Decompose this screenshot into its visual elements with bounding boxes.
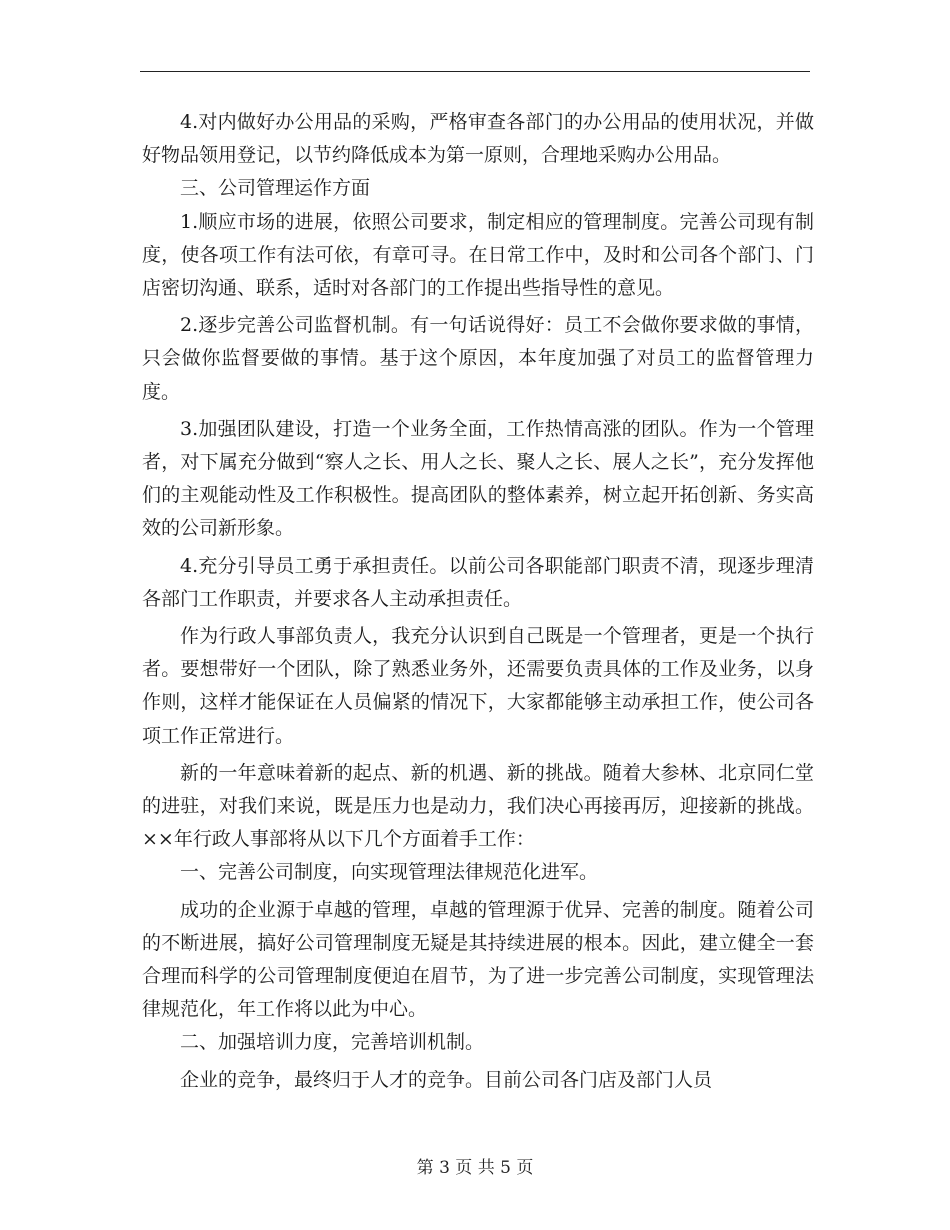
paragraph-1: 4.对内做好办公用品的采购，严格审查各部门的办公用品的使用状况，并做好物品领用登记，以节约降低成本为第一原则，合理地采购办公用品。 bbox=[142, 111, 814, 167]
paragraph-3: 1.顺应市场的进展，依照公司要求，制定相应的管理制度。完善公司现有制度，使各项工作有法可依，有章可寻。在日常工作中，及时和公司各个部门、门店密切沟通、联系，适时对各部门的工作提出些指导性的意见。 bbox=[142, 210, 814, 300]
paragraph-5: 3.加强团队建设，打造一个业务全面，工作热情高涨的团队。作为一个管理者，对下属充分做到“察人之长、用人之长、聚人之长、展人之长”，充分发挥他们的主观能动性及工作积极性。提高团队的整体素养，树立起开拓创新、务实高效的公司新形象。 bbox=[142, 417, 814, 540]
header-rule bbox=[140, 71, 810, 72]
heading-plan-2: 二、加强培训力度，完善培训机制。 bbox=[180, 1031, 485, 1054]
heading-section-3: 三、公司管理运作方面 bbox=[180, 177, 371, 200]
page-number: 第 3 页 共 5 页 bbox=[416, 1158, 534, 1178]
paragraph-4: 2.逐步完善公司监督机制。有一句话说得好：员工不会做你要求做的事情，只会做你监督要做的事情。基于这个原因，本年度加强了对员工的监督管理力度。 bbox=[142, 314, 814, 403]
body-text bbox=[142, 106, 814, 1097]
paragraph-6: 4.充分引导员工勇于承担责任。以前公司各职能部门职责不清，现逐步理清各部门工作职责，并要求各人主动承担责任。 bbox=[142, 554, 814, 610]
paragraph-10: 成功的企业源于卓越的管理，卓越的管理源于优异、完善的制度。随着公司的不断进展，搞好公司管理制度无疑是其持续进展的根本。因此，建立健全一套合理而科学的公司管理制度便迫在眉节，为了进一步完善公司制度，实现管理法律规范化，年工作将以此为中心。 bbox=[142, 898, 814, 1021]
paragraph-8: 新的一年意味着新的起点、新的机遇、新的挑战。随着大参林、北京同仁堂的进驻，对我们来说，既是压力也是动力，我们决心再接再厉，迎接新的挑战。××年行政人事部将从以下几个方面着手工作： bbox=[142, 761, 814, 851]
heading-plan-1: 一、完善公司制度，向实现管理法律规范化进军。 bbox=[180, 861, 599, 884]
paragraph-12: 企业的竞争，最终归于人才的竞争。目前公司各门店及部门人员 bbox=[180, 1068, 713, 1091]
paragraph-7: 作为行政人事部负责人，我充分认识到自己既是一个管理者，更是一个执行者。要想带好一个团队，除了熟悉业务外，还需要负责具体的工作及业务，以身作则，这样才能保证在人员偏紧的情况下，大家都能够主动承担工作，使公司各项工作正常进行。 bbox=[142, 625, 814, 747]
